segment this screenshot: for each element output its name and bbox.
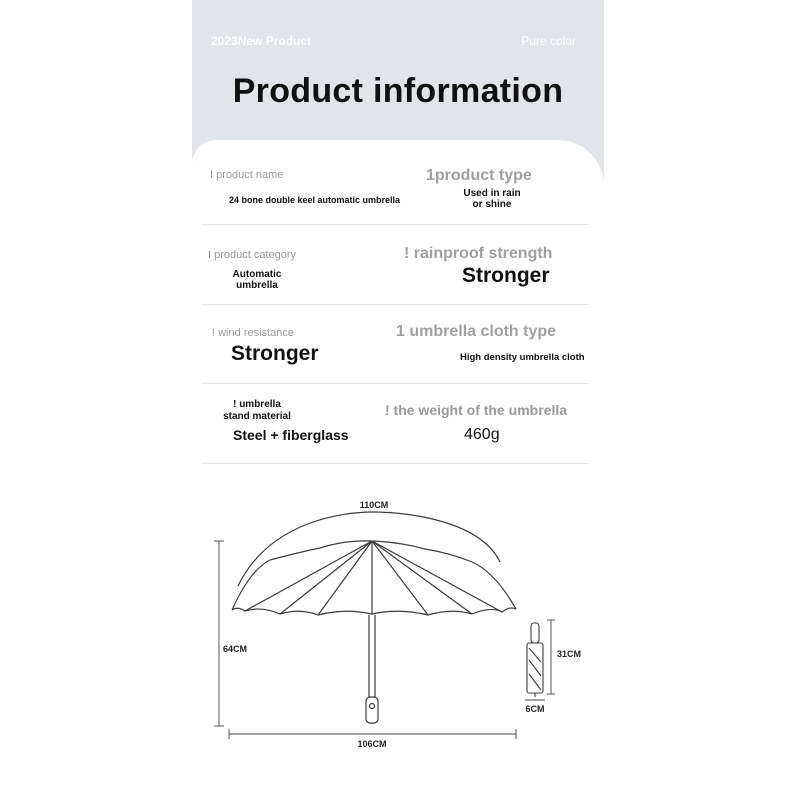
page-title: Product information [232, 72, 564, 110]
folded-width-label: 6CM [525, 704, 545, 714]
new-product-tag: 2023New Product [211, 34, 312, 48]
wind-resistance-label: ! wind resistance [212, 327, 294, 339]
folded-umbrella-icon [527, 623, 543, 697]
weight-label: ! the weight of the umbrella [385, 402, 568, 418]
product-category-line-1: Automatic [232, 269, 282, 280]
rainproof-strength-label: ! rainproof strength [404, 245, 553, 262]
product-type-label: 1product type [426, 167, 532, 184]
open-diameter-label: 110CM [359, 500, 389, 510]
open-umbrella-icon [232, 512, 516, 723]
product-type-line-2: or shine [472, 199, 512, 210]
stand-material-value: Steel + fiberglass [233, 427, 349, 443]
product-category-label: I product category [208, 249, 297, 261]
stand-material-label-line-2: stand material [223, 411, 291, 422]
weight-value: 460g [464, 426, 500, 443]
wind-resistance-value: Stronger [231, 342, 319, 365]
product-name-value: 24 bone double keel automatic umbrella [229, 195, 401, 205]
pure-color-tag: Pure color [521, 34, 576, 48]
cloth-type-label: 1 umbrella cloth type [396, 323, 557, 340]
product-type-line-1: Used in rain [463, 188, 521, 199]
product-category-line-2: umbrella [236, 280, 278, 291]
product-name-label: I product name [210, 169, 284, 181]
open-height-label: 64CM [223, 644, 248, 654]
stand-material-label-line-1: ! umbrella [233, 399, 281, 410]
cloth-type-value: High density umbrella cloth [460, 352, 585, 363]
folded-length-label: 31CM [557, 649, 582, 659]
dimension-lines [214, 541, 555, 739]
open-width-label: 106CM [357, 739, 387, 749]
rainproof-strength-value: Stronger [462, 264, 550, 287]
